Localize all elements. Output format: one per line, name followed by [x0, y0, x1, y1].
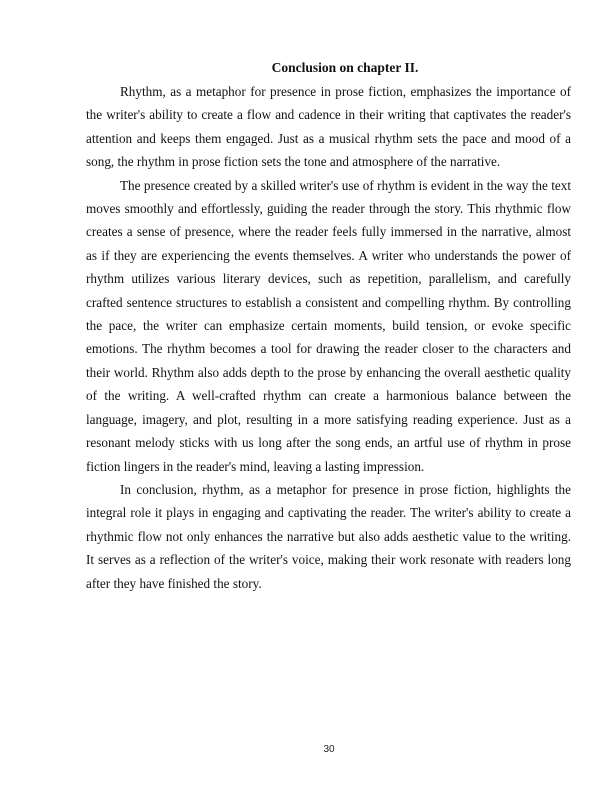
page-number: 30	[323, 744, 335, 755]
chapter-conclusion-title: Conclusion on chapter II.	[271, 60, 419, 75]
paragraph-1: Rhythm, as a metaphor for presence in prose fiction, emphasizes the importance of the writer's ability to create a flow and cadence in their writing that captivates the reader's attention and keeps them engaged. Just as a musical rhythm sets the pace and mood of a song, the rhythm in prose fiction sets the tone and atmosphere of the narrative.	[86, 84, 571, 170]
paragraph-2: The presence created by a skilled writer's use of rhythm is evident in the way the text moves smoothly and effortlessly, guiding the reader through the story. This rhythmic flow creates a sense of presence, where the reader feels fully immersed in the narrative, almost as if they are experiencing the events themselves. A writer who understands the power of rhythm utilizes various literary devices, such as repetition, parallelism, and carefully crafted sentence structures to establish a consistent and compelling rhythm. By controlling the pace, the writer can emphasize certain moments, build tension, or evoke specific emotions. The rhythm becomes a tool for drawing the reader closer to the characters and their world. Rhythm also adds depth to the prose by enhancing the overall aesthetic quality of the writing. A well-crafted rhythm can create a harmonious balance between the language, imagery, and plot, resulting in a more satisfying reading experience. Just as a resonant melody sticks with us long after the song ends, an artful use of rhythm in prose fiction lingers in the reader's mind, leaving a lasting impression.	[86, 177, 571, 474]
body-text	[86, 80, 571, 595]
paragraph-3: In conclusion, rhythm, as a metaphor for presence in prose fiction, highlights the integral role it plays in engaging and captivating the reader. The writer's ability to create a rhythmic flow not only enhances the narrative but also adds aesthetic value to the writing. It serves as a reflection of the writer's voice, making their work resonate with readers long after they have finished the story.	[86, 481, 571, 591]
